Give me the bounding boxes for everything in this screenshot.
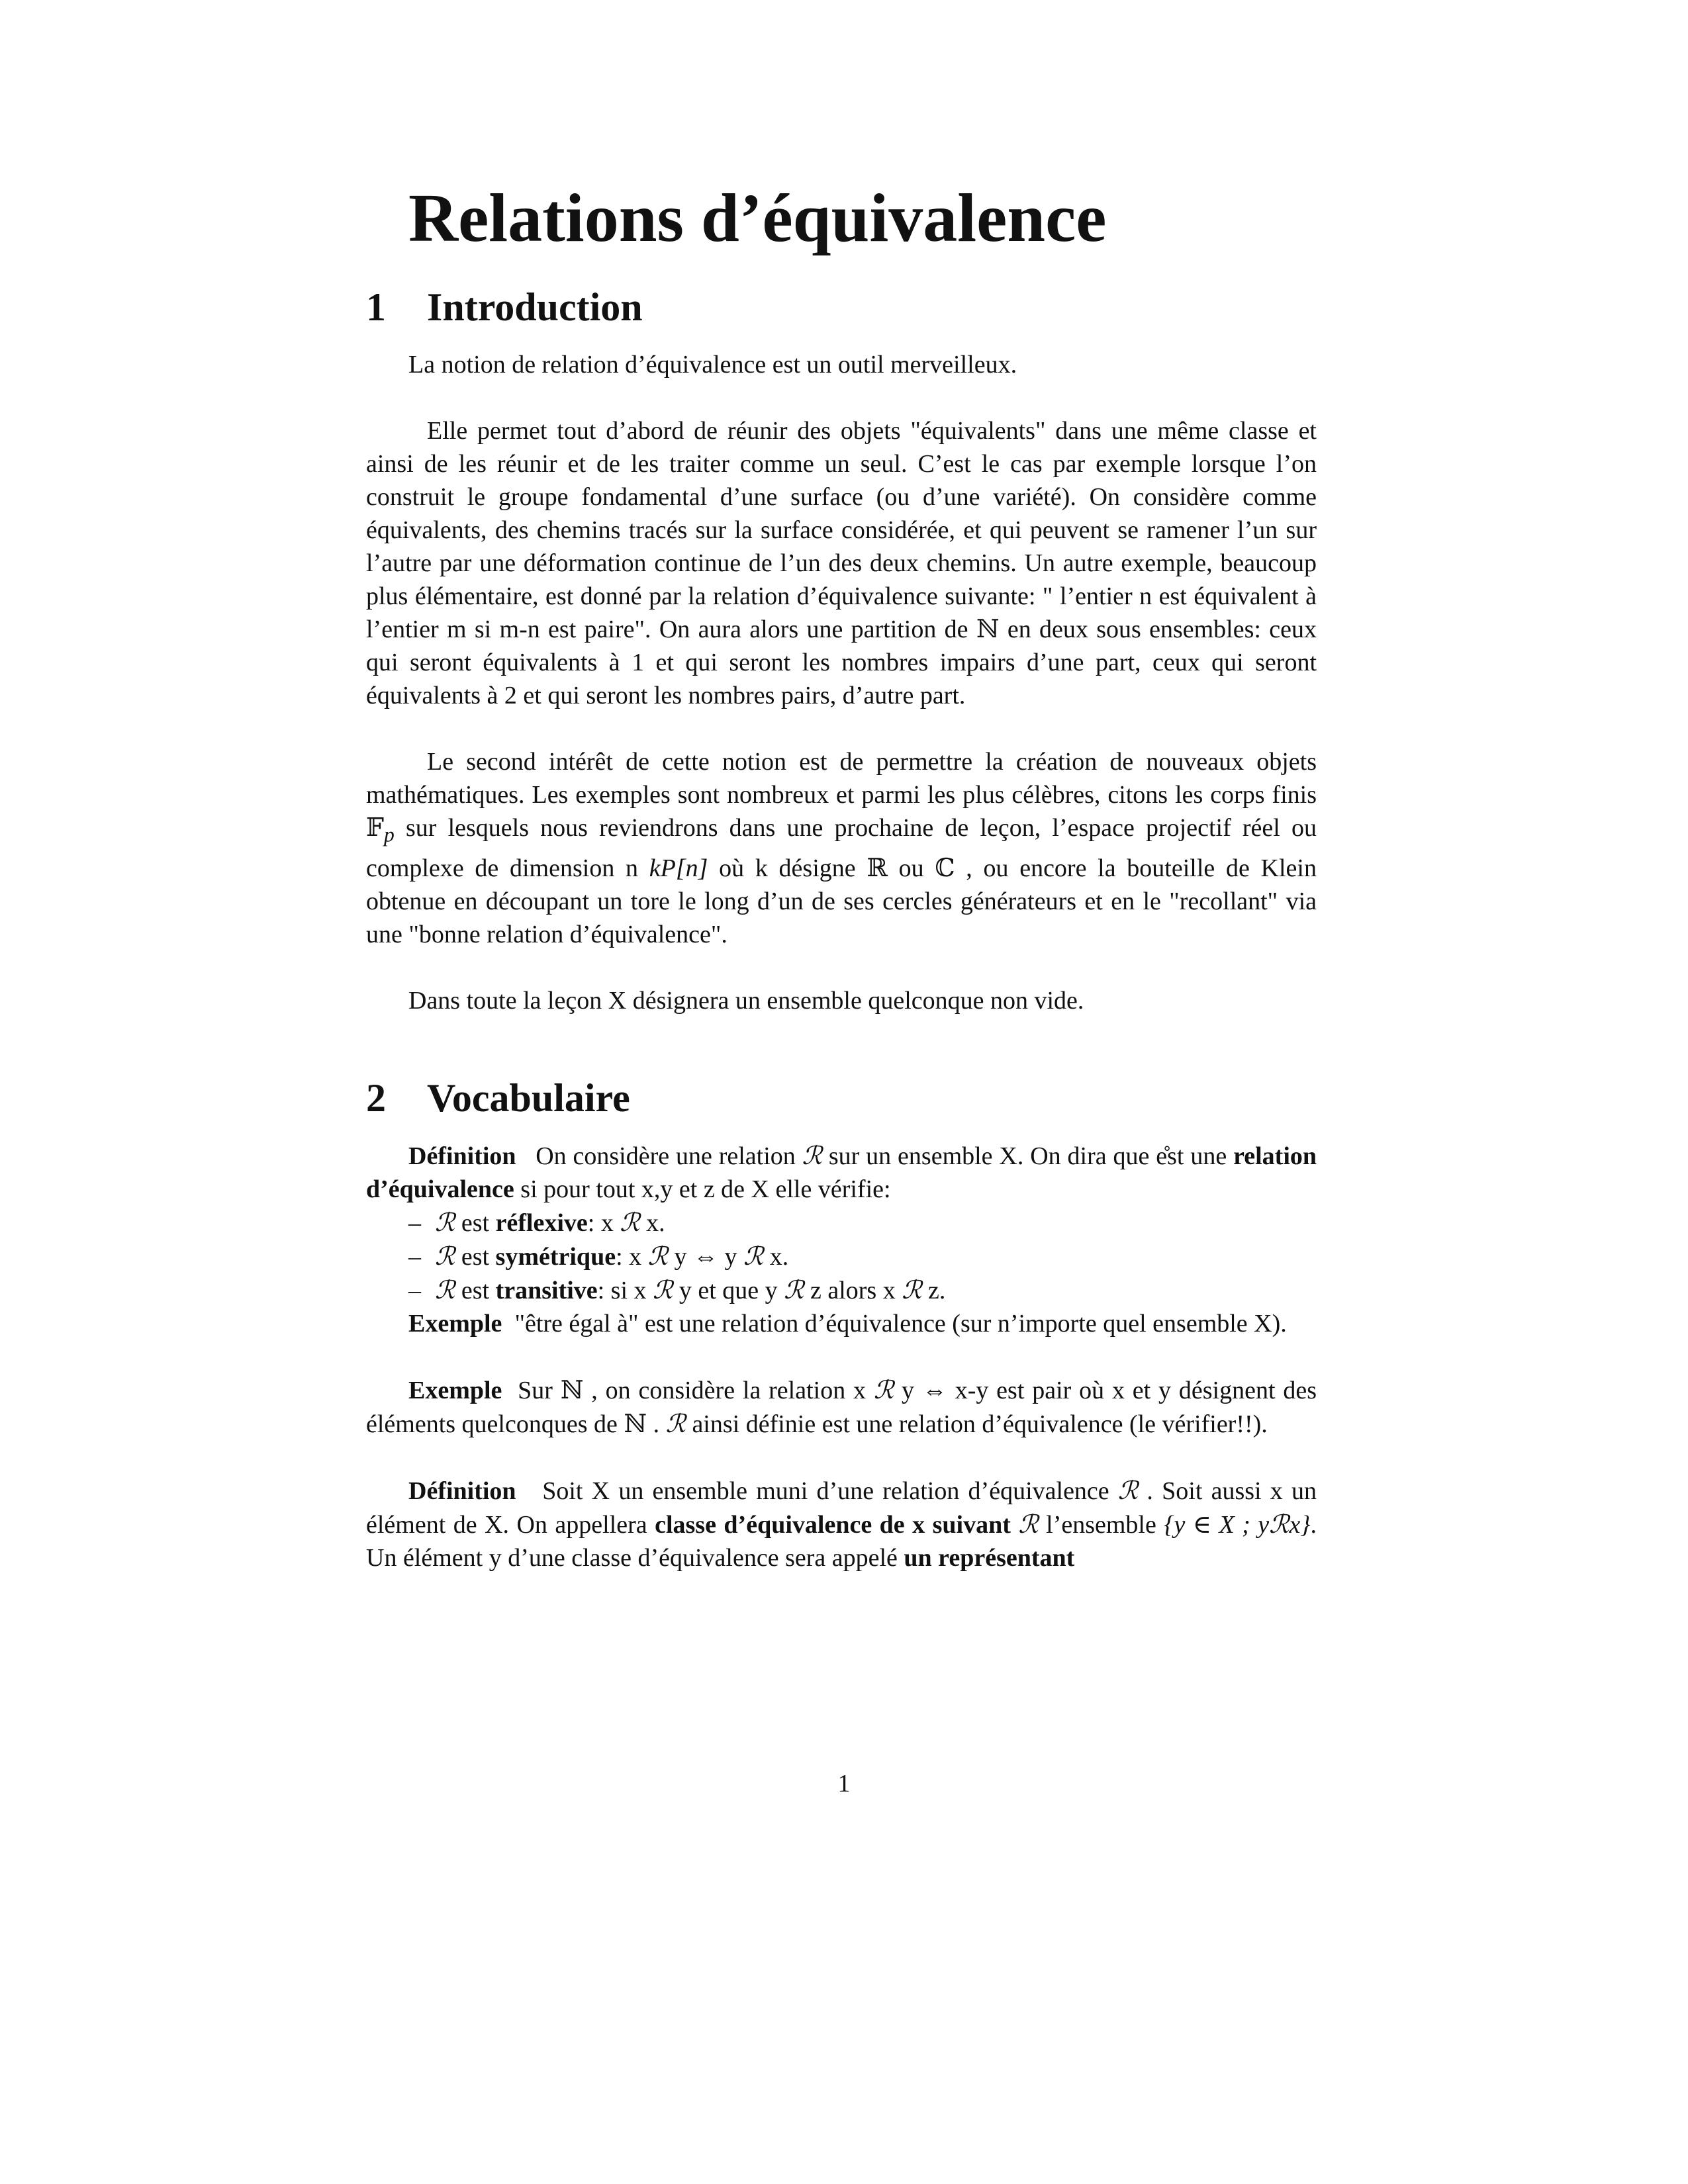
text-run: On considère une relation xyxy=(536,1142,802,1170)
section-title: Introduction xyxy=(427,285,643,329)
relation-symbol: ℛ xyxy=(1117,1475,1139,1505)
bold-term: transitive xyxy=(495,1276,598,1304)
relation-symbol: ℛ xyxy=(647,1241,668,1271)
section-heading-vocabulaire xyxy=(366,1074,1317,1122)
relation-symbol: ℛ xyxy=(665,1408,686,1438)
list-item xyxy=(408,1206,1317,1240)
intro-paragraph-1: La notion de relation d’équivalence est un outil merveilleux. xyxy=(408,351,1017,379)
example-1 xyxy=(366,1307,1317,1340)
text-run: l’ensemble xyxy=(1038,1510,1164,1539)
page-number: 1 xyxy=(837,1770,851,1797)
relation-symbol: ℛ xyxy=(743,1241,764,1271)
relation-symbol: ℛ xyxy=(435,1207,455,1237)
relation-symbol: ℛ xyxy=(1269,1509,1289,1539)
text-run: y ⇔ y xyxy=(667,1242,743,1271)
math-set: {y ∈ X ; y xyxy=(1164,1510,1270,1539)
text-run: : si x xyxy=(597,1276,653,1304)
relation-symbol: ℛ xyxy=(653,1275,673,1304)
text-run: x. xyxy=(639,1208,665,1237)
relation-symbol: ℛ xyxy=(784,1275,804,1304)
section-heading-introduction xyxy=(366,283,1317,331)
math-subscript: p xyxy=(383,823,395,846)
math-kpn: kP[n] xyxy=(649,854,708,882)
text-run: Le second intérêt de cette notion est de permettre la création de nouveaux objets mathématiques. Les exemples sont nombreux et parmi les plus célèbres, citons les corps finis xyxy=(366,748,1317,809)
example-label: Exemple xyxy=(408,1309,502,1338)
bold-term: classe d’équivalence de x suivant xyxy=(655,1510,1011,1539)
definition-1 xyxy=(366,1139,1317,1206)
relation-symbol: ℛ xyxy=(435,1275,455,1304)
definition-label: Définition xyxy=(408,1142,516,1170)
property-list xyxy=(366,1206,1317,1307)
intro-paragraph-4: Dans toute la leçon X désignera un ensemble quelconque non vide. xyxy=(408,986,1084,1015)
text-run: sur un ensemble X. On dira que e̊st une xyxy=(821,1142,1234,1170)
text-run: sur lesquels nous reviendrons dans une prochaine de leçon, l’espace projectif réel ou complexe de dimension n xyxy=(366,814,1317,882)
intro-paragraph-3 xyxy=(366,745,1317,951)
relation-symbol: ℛ xyxy=(1018,1509,1039,1539)
section-number: 2 xyxy=(366,1075,386,1120)
definition-label: Définition xyxy=(408,1477,516,1505)
text-run: est xyxy=(455,1208,496,1237)
intro-paragraph-2: Elle permet tout d’abord de réunir des objets "équivalents" dans une même classe et ainsi de les réunir et de les traiter comme un seul. C’est le cas par exemple lorsque l’on construit le groupe fondamental d’une surface (ou d’une variété). On considère comme équivalents, des chemins tracés sur la surface considérée, et qui peuvent se ramener l’un sur l’autre par une déformation continue de l’un des deux chemins. Un autre exemple, beaucoup plus élémentaire, est donné par la relation d’équivalence suivante: " l’entier n est équivalent à l’entier m si m-n est paire". On aura alors une partition de ℕ en deux sous ensembles: ceux qui seront équivalents à 1 et qui seront les nombres impairs d’une part, ceux qui seront équivalents à 2 et qui seront les nombres pairs, d’autre part. xyxy=(366,417,1317,709)
text-run: Sur ℕ , on considère la relation x xyxy=(518,1376,874,1404)
text-run: y et que y xyxy=(673,1276,784,1304)
document-body xyxy=(366,179,1317,1574)
relation-symbol: ℛ xyxy=(802,1140,822,1170)
text-run: ainsi définie est une relation d’équivalence (le vérifier!!). xyxy=(685,1410,1268,1438)
text-run: . Un élément y d’une classe d’équivalence sera appelé xyxy=(366,1510,1317,1572)
list-item xyxy=(408,1273,1317,1307)
text-run: si pour tout x,y et z de X elle vérifie: xyxy=(514,1175,891,1203)
text-run: y ⇔ x-y est pair où x et y désignent des éléments quelconques de ℕ . xyxy=(366,1376,1317,1438)
bold-term: un représentant xyxy=(904,1543,1075,1572)
relation-symbol: ℛ xyxy=(435,1241,455,1271)
math-fp: 𝔽 xyxy=(366,814,384,842)
definition-2 xyxy=(366,1474,1317,1574)
bold-term: réflexive xyxy=(495,1208,588,1237)
text-run: : x xyxy=(587,1208,620,1237)
text-run: "être égal à" est une relation d’équivalence (sur n’importe quel ensemble X). xyxy=(514,1309,1287,1338)
text-run: z. xyxy=(921,1276,946,1304)
list-item xyxy=(408,1240,1317,1273)
page-title: Relations d’équivalence xyxy=(408,180,1107,256)
text-run: . Soit aussi x un élément de X. On appellera xyxy=(366,1477,1317,1539)
section-title: Vocabulaire xyxy=(427,1075,630,1120)
text-run: x. xyxy=(763,1242,789,1271)
bold-term: symétrique xyxy=(495,1242,616,1271)
text-run: est xyxy=(455,1276,496,1304)
text-run: : x xyxy=(616,1242,648,1271)
relation-symbol: ℛ xyxy=(902,1275,922,1304)
bold-term: relation d’équivalence xyxy=(366,1142,1317,1203)
text-run: est xyxy=(455,1242,496,1271)
example-label: Exemple xyxy=(408,1376,502,1404)
relation-symbol: ℛ xyxy=(873,1375,894,1404)
section-number: 1 xyxy=(366,285,386,329)
relation-symbol: ℛ xyxy=(620,1207,640,1237)
text-run: Soit X un ensemble muni d’une relation d’équivalence xyxy=(542,1477,1118,1505)
math-set-end: x} xyxy=(1289,1510,1311,1539)
example-2 xyxy=(366,1373,1317,1441)
text-run: où k désigne ℝ ou ℂ , ou encore la bouteille de Klein obtenue en découpant un tore le long d’un de ses cercles générateurs et en le "recollant" via une "bonne relation d’équivalence". xyxy=(366,854,1317,948)
text-run: z alors x xyxy=(804,1276,902,1304)
